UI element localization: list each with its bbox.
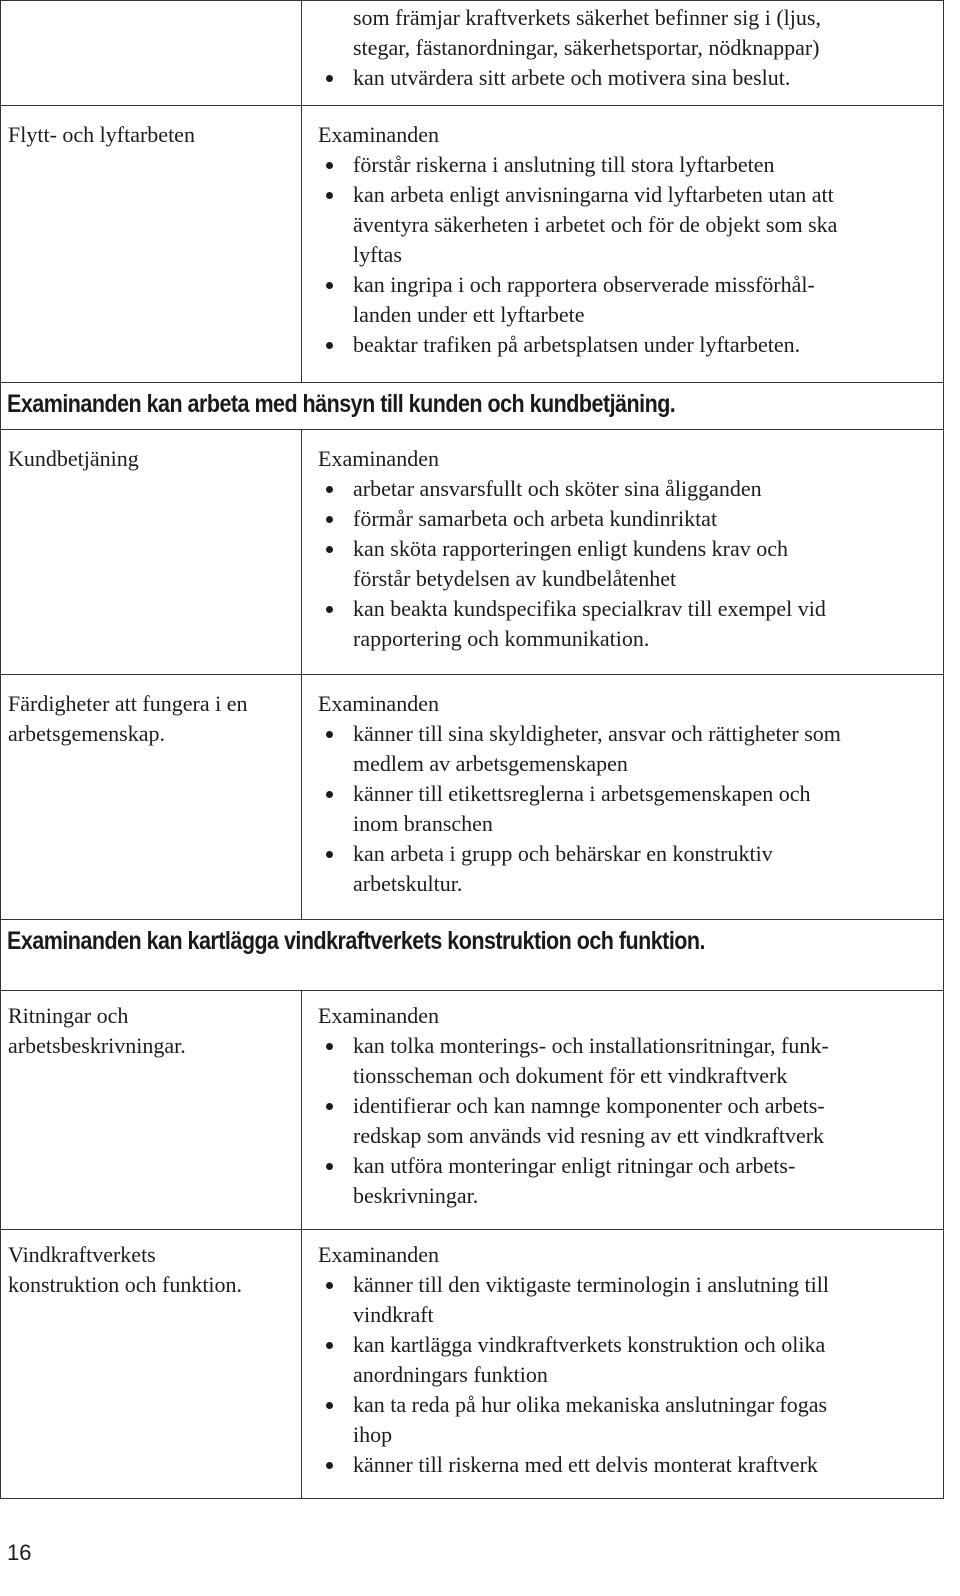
examinee-intro: Examinanden xyxy=(318,1242,439,1267)
list-item-line: inom branschen xyxy=(353,811,493,836)
criteria-cell xyxy=(302,106,944,383)
criteria-list xyxy=(309,474,937,654)
list-item-line: känner till etikettsreglerna i arbetsgemenskapen och xyxy=(353,781,811,806)
list-item xyxy=(309,594,937,654)
list-item-line: kan utföra monteringar enligt ritningar och arbets- xyxy=(353,1153,796,1178)
examinee-intro: Examinanden xyxy=(318,446,439,471)
list-item-line: kan ingripa i och rapportera observerade missförhål- xyxy=(353,272,815,297)
list-item xyxy=(309,1330,937,1390)
section-heading-cell xyxy=(1,383,944,430)
list-item-line: medlem av arbetsgemenskapen xyxy=(353,751,628,776)
list-item xyxy=(309,63,937,93)
list-item xyxy=(309,504,937,534)
list-item-line: kan arbeta enligt anvisningarna vid lyftarbeten utan att xyxy=(353,182,834,207)
bullet-icon xyxy=(326,1342,333,1349)
list-item xyxy=(309,1270,937,1330)
section-heading-row xyxy=(1,920,944,991)
list-item-line: landen under ett lyftarbete xyxy=(353,302,585,327)
list-item xyxy=(309,779,937,839)
section-heading: Examinanden kan kartlägga vindkraftverkets konstruktion och funktion. xyxy=(7,927,705,955)
list-item-line: äventyra säkerheten i arbetet och för de objekt som ska xyxy=(353,212,838,237)
list-item xyxy=(309,534,937,594)
criteria-row xyxy=(1,1230,944,1499)
topic-cell xyxy=(1,1230,302,1499)
criteria-row xyxy=(1,106,944,383)
section-heading-row xyxy=(1,383,944,430)
list-item-line: beaktar trafiken på arbetsplatsen under lyftarbeten. xyxy=(353,332,801,357)
bullet-icon xyxy=(326,791,333,798)
list-item xyxy=(309,474,937,504)
topic-label-line: Kundbetjäning xyxy=(8,446,139,471)
topic-label-line: arbetsgemenskap. xyxy=(8,721,165,746)
topic-cell xyxy=(1,430,302,675)
bullet-icon xyxy=(326,851,333,858)
topic-label-line: arbetsbeskrivningar. xyxy=(8,1033,186,1058)
bullet-icon xyxy=(326,1103,333,1110)
topic-cell xyxy=(1,1,302,106)
page-number: 16 xyxy=(7,1540,32,1565)
list-item-line: förstår riskerna i anslutning till stora lyftarbeten xyxy=(353,152,775,177)
topic-label-line: Vindkraftverkets xyxy=(8,1242,156,1267)
criteria-row xyxy=(1,991,944,1230)
topic-cell xyxy=(1,106,302,383)
bullet-icon xyxy=(326,1163,333,1170)
list-item-line: förstår betydelsen av kundbelåtenhet xyxy=(353,566,677,591)
bullet-icon xyxy=(326,546,333,553)
list-item-line: förmår samarbeta och arbeta kundinriktat xyxy=(353,506,718,531)
criteria-list xyxy=(309,150,937,360)
list-item-line: rapportering och kommunikation. xyxy=(353,626,650,651)
list-item xyxy=(309,180,937,270)
bullet-icon xyxy=(326,192,333,199)
topic-cell xyxy=(1,675,302,920)
bullet-icon xyxy=(326,731,333,738)
section-heading-cell xyxy=(1,920,944,991)
bullet-icon xyxy=(326,1043,333,1050)
list-item-line: beskrivningar. xyxy=(353,1183,479,1208)
bullet-icon xyxy=(326,1402,333,1409)
list-item-line: arbetskultur. xyxy=(353,871,463,896)
criteria-row xyxy=(1,675,944,920)
criteria-cell xyxy=(302,430,944,675)
topic-label-line: Färdigheter att fungera i en xyxy=(8,691,248,716)
list-item-line: kan ta reda på hur olika mekaniska anslutningar fogas xyxy=(353,1392,828,1417)
topic-label-line: Flytt- och lyftarbeten xyxy=(8,122,195,147)
examinee-intro: Examinanden xyxy=(318,122,439,147)
bullet-icon xyxy=(326,1462,333,1469)
topic-cell xyxy=(1,991,302,1230)
list-item-line: känner till den viktigaste terminologin i anslutning till xyxy=(353,1272,829,1297)
list-item xyxy=(309,719,937,779)
list-item-line: stegar, fästanordningar, säkerhetsportar, nödknappar) xyxy=(353,35,820,60)
list-item xyxy=(309,270,937,330)
bullet-icon xyxy=(326,1282,333,1289)
list-item-line: kan arbeta i grupp och behärskar en konstruktiv xyxy=(353,841,773,866)
section-heading: Examinanden kan arbeta med hänsyn till kunden och kundbetjäning. xyxy=(7,390,676,418)
list-item-line: vindkraft xyxy=(353,1302,434,1327)
criteria-list xyxy=(309,1031,937,1211)
list-item-line: känner till riskerna med ett delvis monterat kraftverk xyxy=(353,1452,818,1477)
list-item-line: redskap som används vid resning av ett vindkraftverk xyxy=(353,1123,825,1148)
list-item xyxy=(309,150,937,180)
list-item xyxy=(309,1390,937,1450)
list-item-line: kan kartlägga vindkraftverkets konstruktion och olika xyxy=(353,1332,826,1357)
list-item-line: kan sköta rapporteringen enligt kundens krav och xyxy=(353,536,788,561)
criteria-cell xyxy=(302,991,944,1230)
list-item-line: kan utvärdera sitt arbete och motivera sina beslut. xyxy=(353,65,791,90)
topic-label-line: Ritningar och xyxy=(8,1003,129,1028)
list-item-line: kan tolka monterings- och installationsritningar, funk- xyxy=(353,1033,829,1058)
bullet-icon xyxy=(326,516,333,523)
examinee-intro: Examinanden xyxy=(318,691,439,716)
list-item xyxy=(309,330,937,360)
criteria-cell xyxy=(302,1230,944,1499)
bullet-icon xyxy=(326,282,333,289)
list-item xyxy=(309,1450,937,1480)
list-item xyxy=(309,1151,937,1211)
criteria-list xyxy=(309,1270,937,1480)
bullet-icon xyxy=(326,75,333,82)
list-item-line: anordningars funktion xyxy=(353,1362,548,1387)
bullet-icon xyxy=(326,606,333,613)
bullet-icon xyxy=(326,162,333,169)
list-item-line: som främjar kraftverkets säkerhet befinner sig i (ljus, xyxy=(353,5,821,30)
criteria-list xyxy=(309,719,937,899)
list-item-line: arbetar ansvarsfullt och sköter sina åligganden xyxy=(353,476,762,501)
list-item-line: ihop xyxy=(353,1422,393,1447)
examinee-intro: Examinanden xyxy=(318,1003,439,1028)
criteria-row xyxy=(1,430,944,675)
list-item xyxy=(309,839,937,899)
list-item xyxy=(309,3,937,63)
bullet-icon xyxy=(326,342,333,349)
list-item-line: kan beakta kundspecifika specialkrav till exempel vid xyxy=(353,596,826,621)
criteria-cell xyxy=(302,675,944,920)
list-item-line: identifierar och kan namnge komponenter och arbets- xyxy=(353,1093,825,1118)
list-item-line: lyftas xyxy=(353,242,402,267)
topic-label-line: konstruktion och funktion. xyxy=(8,1272,243,1297)
criteria-row xyxy=(1,1,944,106)
list-item xyxy=(309,1031,937,1091)
bullet-icon xyxy=(326,486,333,493)
criteria-cell xyxy=(302,1,944,106)
list-item-line: känner till sina skyldigheter, ansvar och rättigheter som xyxy=(353,721,841,746)
list-item xyxy=(309,1091,937,1151)
list-item-line: tionsscheman och dokument för ett vindkraftverk xyxy=(353,1063,788,1088)
criteria-list xyxy=(309,3,937,93)
